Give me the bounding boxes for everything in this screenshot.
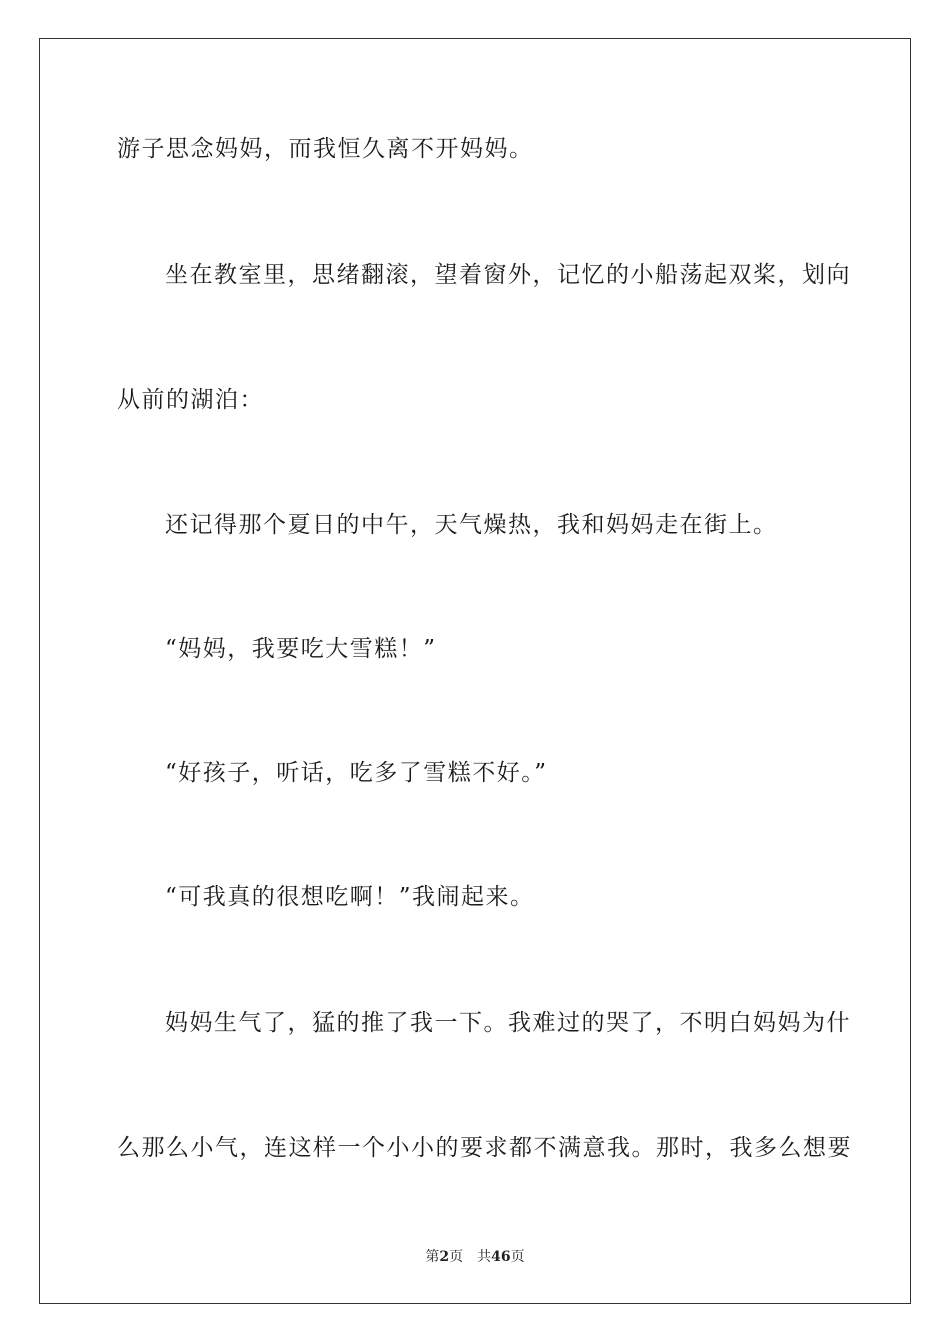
page-border [39,38,911,1304]
dialogue-line: “好孩子，听话，吃多了雪糕不好。” [165,760,548,786]
text-line: 从前的湖泊： [117,387,264,413]
total-suffix: 页 [510,1249,525,1265]
text-line: 游子思念妈妈，而我恒久离不开妈妈。 [117,136,534,162]
paragraph-line: 还记得那个夏日的中午，天气燥热，我和妈妈走在街上。 [165,512,778,538]
total-pages: 46 [491,1249,511,1265]
page-prefix: 第 [425,1249,440,1265]
page-footer [0,1248,950,1266]
total-prefix: 共 [477,1249,492,1265]
paragraph-line: 妈妈生气了，猛的推了我一下。我难过的哭了，不明白妈妈为什 [165,1010,851,1036]
page-number: 2 [439,1249,450,1265]
text-line: 么那么小气，连这样一个小小的要求都不满意我。那时，我多么想要 [117,1135,852,1161]
page-suffix: 页 [449,1249,464,1265]
dialogue-line: “妈妈，我要吃大雪糕！” [165,636,437,662]
dialogue-line: “可我真的很想吃啊！”我闹起来。 [165,884,535,910]
paragraph-line: 坐在教室里，思绪翻滚，望着窗外，记忆的小船荡起双桨，划向 [165,262,851,288]
